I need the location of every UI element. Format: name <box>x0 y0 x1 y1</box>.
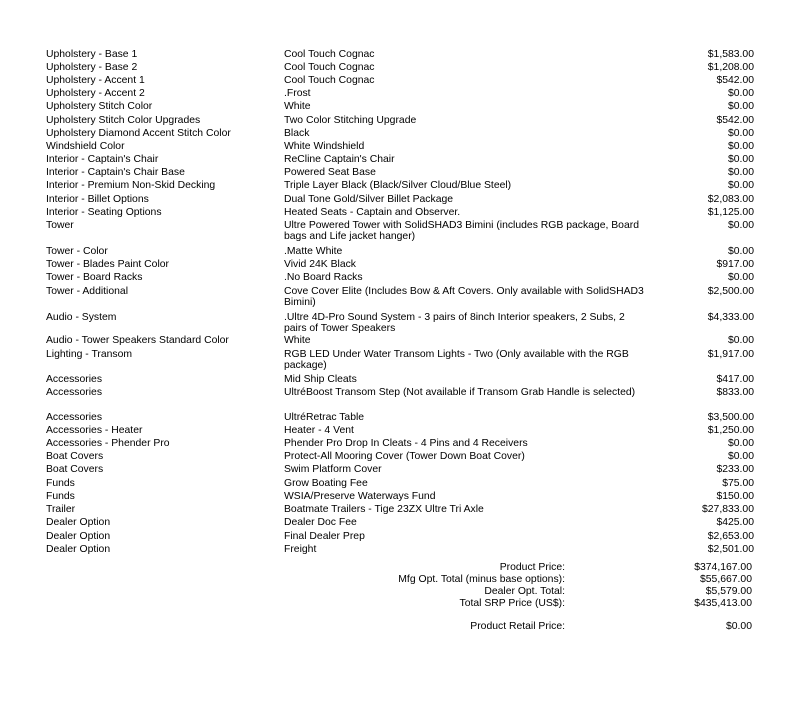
option-description: Ultre Powered Tower with SolidSHAD3 Bimini (includes RGB package, Board bags and Life jacket hanger) <box>284 220 639 242</box>
option-category: Tower - Additional <box>46 286 129 297</box>
option-category: Tower - Board Racks <box>46 272 143 283</box>
option-price: $0.00 <box>727 246 754 257</box>
option-category: Dealer Option <box>46 531 111 542</box>
option-price: $542.00 <box>716 75 754 86</box>
option-category: Tower <box>46 220 74 231</box>
option-category: Audio - System <box>46 312 117 323</box>
option-category: Accessories <box>46 412 103 423</box>
option-description: Triple Layer Black (Black/Silver Cloud/Blue Steel) <box>284 180 512 191</box>
option-category: Tower - Blades Paint Color <box>46 259 170 270</box>
option-description: Vivid 24K Black <box>284 259 357 270</box>
summary-value: $5,579.00 <box>705 586 752 597</box>
option-price: $2,653.00 <box>707 531 754 542</box>
option-price: $0.00 <box>727 220 754 231</box>
option-price: $2,083.00 <box>707 194 754 205</box>
option-description: Black <box>284 128 310 139</box>
option-description: .Ultre 4D-Pro Sound System - 3 pairs of 8inch Interior speakers, 2 Subs, 2 pairs of Tower Speakers <box>284 312 625 334</box>
option-category: Funds <box>46 478 75 489</box>
summary-value: $435,413.00 <box>694 598 752 609</box>
option-description: Cove Cover Elite (Includes Bow & Aft Covers. Only available with SolidSHAD3 Bimini) <box>284 286 644 308</box>
option-price: $833.00 <box>716 387 754 398</box>
option-description: Final Dealer Prep <box>284 531 365 542</box>
option-price: $1,125.00 <box>707 207 754 218</box>
option-price: $27,833.00 <box>701 504 754 515</box>
summary-label: Dealer Opt. Total: <box>484 586 565 597</box>
option-price: $0.00 <box>727 154 754 165</box>
option-price: $0.00 <box>727 180 754 191</box>
option-category: Upholstery - Accent 2 <box>46 88 145 99</box>
option-price: $75.00 <box>722 478 754 489</box>
option-category: Interior - Premium Non-Skid Decking <box>46 180 216 191</box>
option-price: $2,500.00 <box>707 286 754 297</box>
option-price: $3,500.00 <box>707 412 754 423</box>
summary-label: Total SRP Price (US$): <box>459 598 565 609</box>
option-category: Accessories - Heater <box>46 425 143 436</box>
option-category: Upholstery - Base 2 <box>46 62 138 73</box>
option-category: Dealer Option <box>46 544 111 555</box>
option-category: Accessories <box>46 387 103 398</box>
option-price: $0.00 <box>727 88 754 99</box>
option-price: $0.00 <box>727 101 754 112</box>
option-price: $542.00 <box>716 115 754 126</box>
option-price: $917.00 <box>716 259 754 270</box>
option-description: Mid Ship Cleats <box>284 374 357 385</box>
summary-value: $55,667.00 <box>699 574 752 585</box>
option-description: Protect-All Mooring Cover (Tower Down Boat Cover) <box>284 451 525 462</box>
option-description: Phender Pro Drop In Cleats - 4 Pins and 4 Receivers <box>284 438 528 449</box>
option-description: .No Board Racks <box>284 272 363 283</box>
option-price: $4,333.00 <box>707 312 754 323</box>
option-category: Funds <box>46 491 75 502</box>
summary-value: $0.00 <box>725 621 752 632</box>
option-description: Cool Touch Cognac <box>284 49 375 60</box>
option-category: Windshield Color <box>46 141 125 152</box>
option-category: Interior - Seating Options <box>46 207 162 218</box>
option-category: Dealer Option <box>46 517 111 528</box>
option-category: Upholstery Stitch Color <box>46 101 153 112</box>
option-price: $0.00 <box>727 451 754 462</box>
option-category: Accessories - Phender Pro <box>46 438 170 449</box>
option-description: Freight <box>284 544 317 555</box>
option-category: Trailer <box>46 504 76 515</box>
option-price: $1,917.00 <box>707 349 754 360</box>
summary-label: Mfg Opt. Total (minus base options): <box>398 574 565 585</box>
option-description: UltréRetrac Table <box>284 412 365 423</box>
option-price: $233.00 <box>716 464 754 475</box>
option-price: $425.00 <box>716 517 754 528</box>
option-description: Swim Platform Cover <box>284 464 382 475</box>
option-category: Lighting - Transom <box>46 349 133 360</box>
option-category: Upholstery - Base 1 <box>46 49 138 60</box>
option-category: Accessories <box>46 374 103 385</box>
option-description: ReCline Captain's Chair <box>284 154 395 165</box>
option-category: Upholstery Diamond Accent Stitch Color <box>46 128 231 139</box>
option-price: $417.00 <box>716 374 754 385</box>
option-description: Powered Seat Base <box>284 167 376 178</box>
option-price: $0.00 <box>727 438 754 449</box>
option-description: Boatmate Trailers - Tige 23ZX Ultre Tri Axle <box>284 504 484 515</box>
option-description: White Windshield <box>284 141 365 152</box>
option-description: Heated Seats - Captain and Observer. <box>284 207 461 218</box>
option-description: WSIA/Preserve Waterways Fund <box>284 491 436 502</box>
option-description: Dealer Doc Fee <box>284 517 357 528</box>
option-description: White <box>284 335 311 346</box>
option-description: Cool Touch Cognac <box>284 62 375 73</box>
option-description: RGB LED Under Water Transom Lights - Two (Only available with the RGB package) <box>284 349 629 371</box>
option-price: $150.00 <box>716 491 754 502</box>
option-price: $0.00 <box>727 141 754 152</box>
option-category: Audio - Tower Speakers Standard Color <box>46 335 229 346</box>
option-category: Upholstery Stitch Color Upgrades <box>46 115 201 126</box>
option-price: $0.00 <box>727 128 754 139</box>
option-description: Two Color Stitching Upgrade <box>284 115 417 126</box>
option-description: Heater - 4 Vent <box>284 425 354 436</box>
summary-label: Product Retail Price: <box>470 621 565 632</box>
option-category: Tower - Color <box>46 246 108 257</box>
option-description: Dual Tone Gold/Silver Billet Package <box>284 194 454 205</box>
option-category: Interior - Captain's Chair Base <box>46 167 185 178</box>
option-price: $0.00 <box>727 335 754 346</box>
option-category: Upholstery - Accent 1 <box>46 75 145 86</box>
option-price: $0.00 <box>727 272 754 283</box>
option-description: Cool Touch Cognac <box>284 75 375 86</box>
option-description: White <box>284 101 311 112</box>
option-description: .Frost <box>284 88 311 99</box>
option-category: Boat Covers <box>46 451 104 462</box>
option-description: UltréBoost Transom Step (Not available if Transom Grab Handle is selected) <box>284 387 636 398</box>
option-description: .Matte White <box>284 246 343 257</box>
option-price: $2,501.00 <box>707 544 754 555</box>
option-price: $0.00 <box>727 167 754 178</box>
option-price: $1,250.00 <box>707 425 754 436</box>
option-category: Interior - Captain's Chair <box>46 154 159 165</box>
summary-value: $374,167.00 <box>694 562 752 573</box>
summary-label: Product Price: <box>499 562 565 573</box>
option-price: $1,208.00 <box>707 62 754 73</box>
option-category: Interior - Billet Options <box>46 194 149 205</box>
option-description: Grow Boating Fee <box>284 478 368 489</box>
option-category: Boat Covers <box>46 464 104 475</box>
option-price: $1,583.00 <box>707 49 754 60</box>
